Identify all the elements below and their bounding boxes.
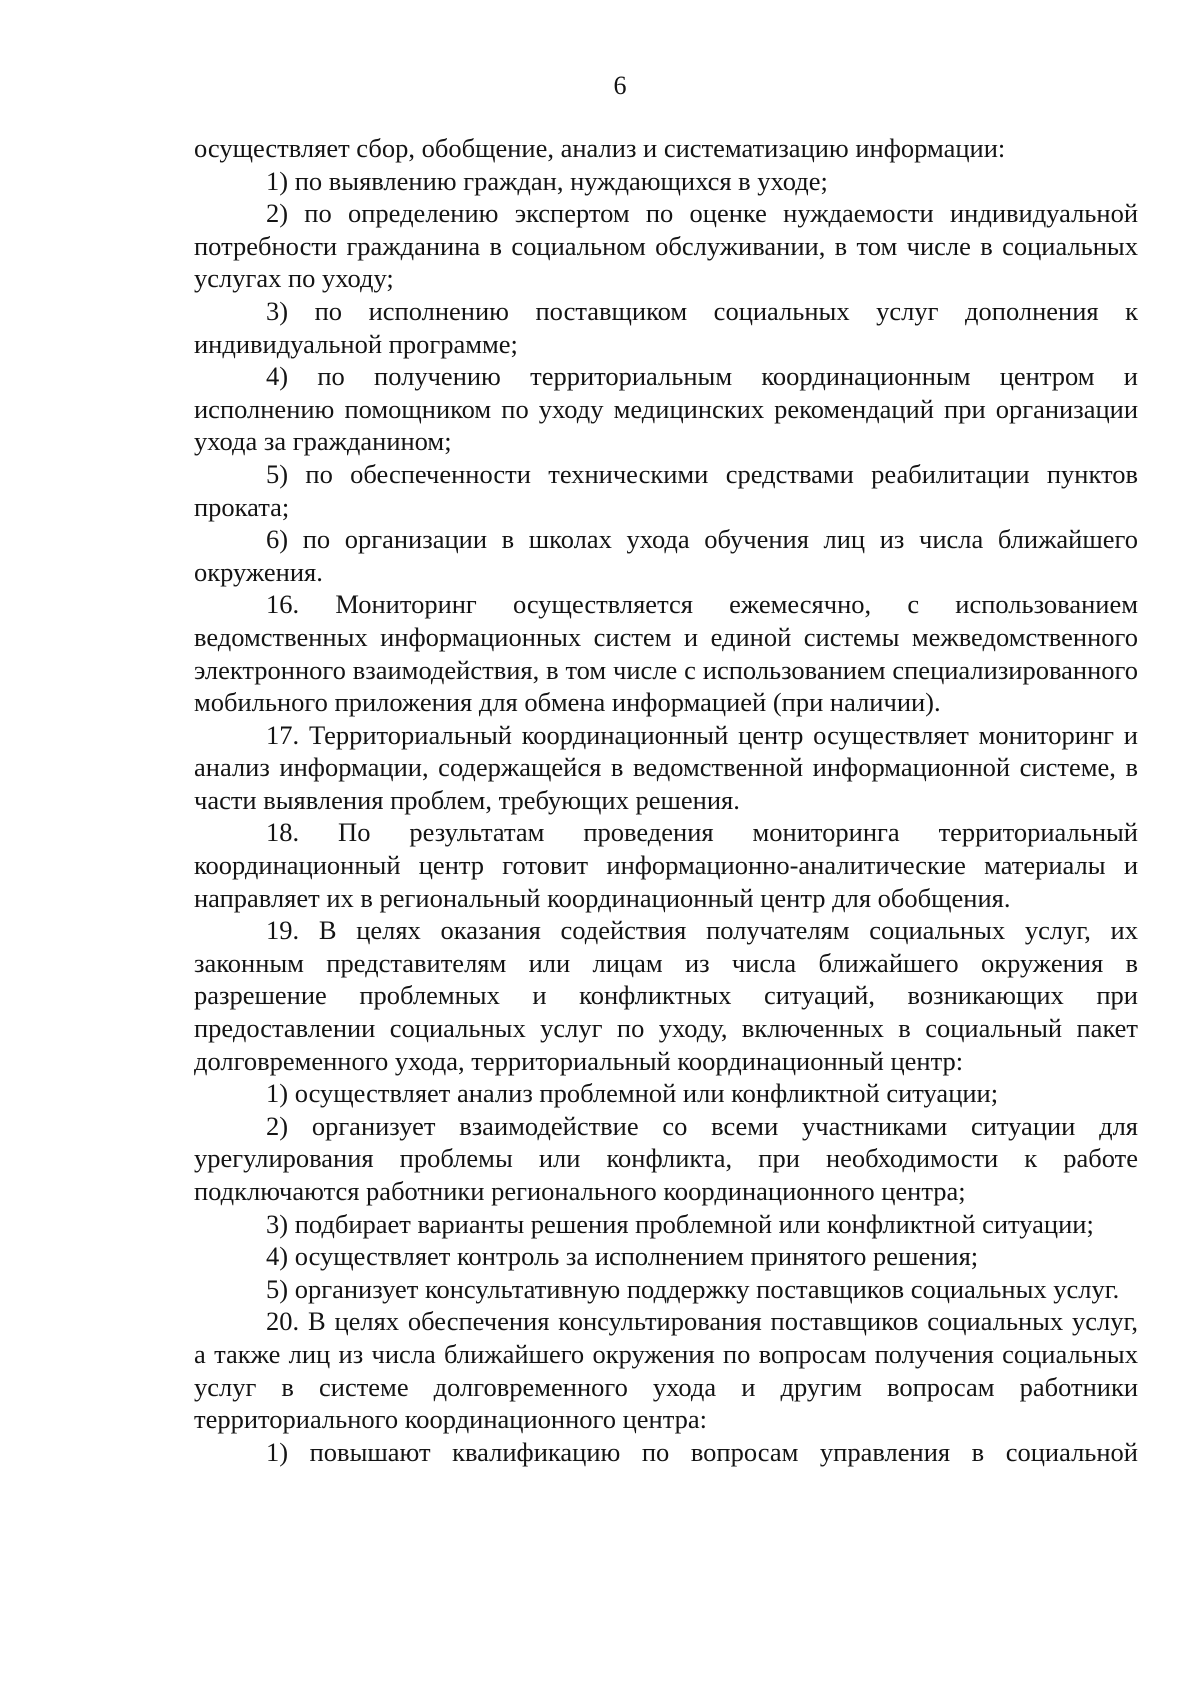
list-item: 1) по выявлению граждан, нуждающихся в уходе; xyxy=(266,165,828,196)
numbered-paragraph-17: 17. Территориальный координационный центр осуществляет мониторинг и анализ информации, содержащейся в ведомственной информационной системе, в части выявления проблем, требующих решения. xyxy=(194,719,1138,815)
list-item: 1) осуществляет анализ проблемной или конфликтной ситуации; xyxy=(266,1078,999,1109)
list-item: 5) по обеспеченности техническими средствами реабилитации пунктов проката; xyxy=(194,458,1138,522)
list-item: 4) осуществляет контроль за исполнением принятого решения; xyxy=(266,1241,979,1272)
list-item: 2) организует взаимодействие со всеми участниками ситуации для урегулирования проблемы или конфликта, при необходимости к работе подключаются работники регионального координационного центра; xyxy=(194,1110,1138,1206)
numbered-paragraph-20: 20. В целях обеспечения консультирования поставщиков социальных услуг, а также лиц из числа ближайшего окружения по вопросам получения социальных услуг в системе долговременного ухода и другим вопросам работники территориального координационного центра: xyxy=(194,1306,1138,1435)
page-number: 6 xyxy=(613,71,627,100)
numbered-paragraph-19: 19. В целях оказания содействия получателям социальных услуг, их законным представителям или лицам из числа ближайшего окружения в разрешение проблемных и конфликтных ситуаций, возникающих при предоставлении социальных услуг по уходу, включенных в социальный пакет долговременного ухода, территориальный координационный центр: xyxy=(194,915,1138,1076)
numbered-paragraph-18: 18. По результатам проведения мониторинга территориальный координационный центр готовит информационно-аналитические материалы и направляет их в региональный координационный центр для обобщения. xyxy=(194,817,1138,913)
numbered-paragraph-16: 16. Мониторинг осуществляется ежемесячно, с использованием ведомственных информационных систем и единой системы межведомственного электронного взаимодействия, в том числе с использованием специализированного мобильного приложения для обмена информацией (при наличии). xyxy=(194,589,1138,718)
list-item: 5) организует консультативную поддержку поставщиков социальных услуг. xyxy=(266,1273,1120,1304)
list-item: 6) по организации в школах ухода обучения лиц из числа ближайшего окружения. xyxy=(194,524,1138,587)
list-item: 1) повышают квалификацию по вопросам управления в социальной xyxy=(266,1436,1138,1467)
paragraph: осуществляет сбор, обобщение, анализ и систематизацию информации: xyxy=(194,133,1006,163)
list-item: 3) подбирает варианты решения проблемной или конфликтной ситуации; xyxy=(266,1208,1094,1239)
document-body xyxy=(194,132,1138,1468)
list-item: 3) по исполнению поставщиком социальных услуг дополнения к индивидуальной программе; xyxy=(194,295,1138,359)
list-item: 4) по получению территориальным координационным центром и исполнению помощником по уходу медицинских рекомендаций при организации ухода за гражданином; xyxy=(194,361,1138,457)
list-item: 2) по определению экспертом по оценке нуждаемости индивидуальной потребности гражданина в социальном обслуживании, в том числе в социальных услугах по уходу; xyxy=(194,198,1138,294)
